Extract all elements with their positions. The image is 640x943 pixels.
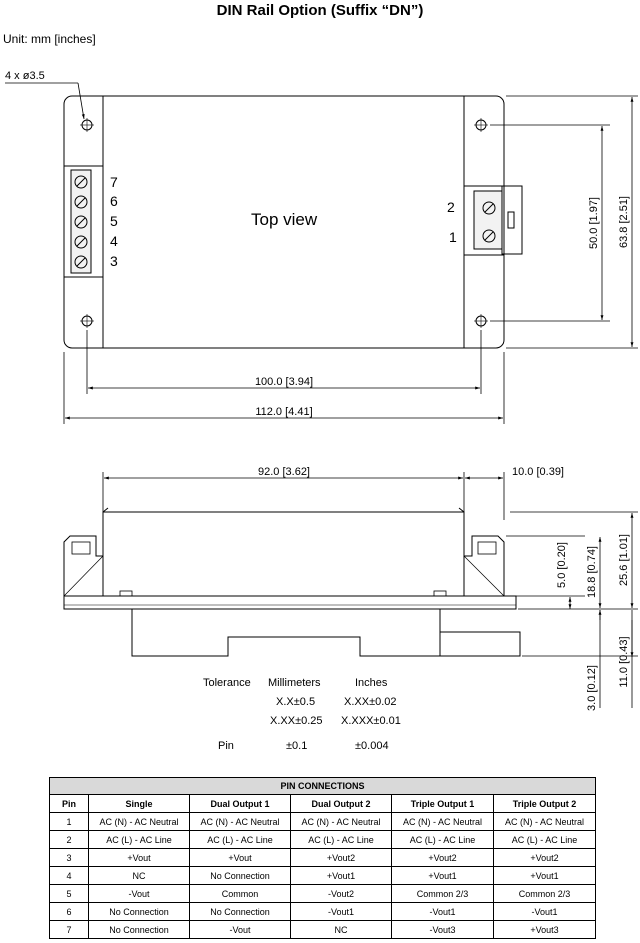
table-cell: No Connection bbox=[89, 903, 190, 921]
table-cell: -Vout1 bbox=[291, 903, 392, 921]
table-cell: NC bbox=[89, 867, 190, 885]
tolerance-in-header: Inches bbox=[355, 677, 388, 689]
terminal-number-4: 4 bbox=[110, 233, 118, 249]
units-note: Unit: mm [inches] bbox=[3, 32, 96, 46]
table-cell: 4 bbox=[50, 867, 89, 885]
table-cell: +Vout1 bbox=[392, 867, 494, 885]
hole-callout: 4 x ø3.5 bbox=[5, 70, 45, 82]
table-cell: AC (L) - AC Line bbox=[494, 831, 596, 849]
terminal-number-6: 6 bbox=[110, 193, 118, 209]
din-rail-profile bbox=[132, 609, 440, 656]
header-dual-output-1: Dual Output 1 bbox=[190, 795, 291, 813]
table-cell: Common 2/3 bbox=[494, 885, 596, 903]
table-row bbox=[50, 813, 596, 831]
table-cell: Common 2/3 bbox=[392, 885, 494, 903]
dim-text-50: 50.0 [1.97] bbox=[588, 197, 600, 249]
dim-text-100: 100.0 [3.94] bbox=[254, 376, 314, 388]
table-cell: 1 bbox=[50, 813, 89, 831]
table-row bbox=[50, 903, 596, 921]
table-cell: -Vout1 bbox=[392, 903, 494, 921]
table-cell: AC (N) - AC Neutral bbox=[494, 813, 596, 831]
table-cell: 6 bbox=[50, 903, 89, 921]
table-cell: +Vout bbox=[190, 849, 291, 867]
table-cell: 7 bbox=[50, 921, 89, 939]
table-cell: +Vout3 bbox=[494, 921, 596, 939]
table-caption: PIN CONNECTIONS bbox=[50, 778, 596, 795]
table-cell: AC (L) - AC Line bbox=[89, 831, 190, 849]
terminal-side-right bbox=[464, 536, 504, 596]
top-view-label: Top view bbox=[251, 210, 318, 229]
dim-text-63: 63.8 [2.51] bbox=[618, 196, 630, 248]
table-cell: Common bbox=[190, 885, 291, 903]
page-title: DIN Rail Option (Suffix “DN”) bbox=[216, 2, 424, 19]
table-cell: NC bbox=[291, 921, 392, 939]
dim-text-10: 10.0 [0.39] bbox=[512, 466, 564, 478]
table-cell: No Connection bbox=[89, 921, 190, 939]
terminal-side-left bbox=[64, 536, 103, 596]
pin-connections-table bbox=[49, 777, 596, 939]
terminal-number-2: 2 bbox=[447, 199, 455, 215]
table-cell: AC (L) - AC Line bbox=[190, 831, 291, 849]
tolerance-mm-header: Millimeters bbox=[268, 677, 321, 689]
tolerance-pin-label: Pin bbox=[218, 740, 234, 752]
dim-text-112: 112.0 [4.41] bbox=[255, 406, 313, 418]
header-triple-output-1: Triple Output 1 bbox=[392, 795, 494, 813]
table-row bbox=[50, 849, 596, 867]
dim-text-3: 3.0 [0.12] bbox=[586, 665, 598, 711]
table-cell: 3 bbox=[50, 849, 89, 867]
dim-text-25: 25.6 [1.01] bbox=[618, 534, 630, 586]
tolerance-pin-in: ±0.004 bbox=[355, 740, 389, 752]
dim-text-18: 18.8 [0.74] bbox=[586, 546, 598, 598]
table-row bbox=[50, 885, 596, 903]
table-cell: -Vout1 bbox=[494, 903, 596, 921]
table-cell: -Vout2 bbox=[291, 885, 392, 903]
terminal-number-7: 7 bbox=[110, 174, 118, 190]
table-cell: AC (N) - AC Neutral bbox=[89, 813, 190, 831]
table-cell: -Vout3 bbox=[392, 921, 494, 939]
table-cell: AC (N) - AC Neutral bbox=[392, 813, 494, 831]
terminal-number-3: 3 bbox=[110, 253, 118, 269]
header-single: Single bbox=[89, 795, 190, 813]
table-cell: 2 bbox=[50, 831, 89, 849]
table-cell: +Vout2 bbox=[494, 849, 596, 867]
table-cell: AC (L) - AC Line bbox=[291, 831, 392, 849]
terminal-block-right bbox=[474, 191, 502, 249]
table-cell: +Vout2 bbox=[392, 849, 494, 867]
tolerance-r2-mm: X.XX±0.25 bbox=[270, 715, 323, 727]
tolerance-r1-in: X.XX±0.02 bbox=[344, 696, 397, 708]
table-row bbox=[50, 921, 596, 939]
table-cell: AC (N) - AC Neutral bbox=[291, 813, 392, 831]
dim-text-5: 5.0 [0.20] bbox=[556, 542, 568, 588]
table-cell: +Vout bbox=[89, 849, 190, 867]
table-cell: No Connection bbox=[190, 867, 291, 885]
terminal-number-5: 5 bbox=[110, 213, 118, 229]
table-cell: AC (L) - AC Line bbox=[392, 831, 494, 849]
tolerance-pin-mm: ±0.1 bbox=[286, 740, 308, 752]
tolerance-r2-in: X.XXX±0.01 bbox=[341, 715, 401, 727]
table-cell: +Vout2 bbox=[291, 849, 392, 867]
header-dual-output-2: Dual Output 2 bbox=[291, 795, 392, 813]
table-cell: AC (N) - AC Neutral bbox=[190, 813, 291, 831]
terminal-number-1: 1 bbox=[449, 229, 457, 245]
table-cell: -Vout bbox=[190, 921, 291, 939]
dim-text-11: 11.0 [0.43] bbox=[618, 636, 630, 688]
tolerance-r1-mm: X.X±0.5 bbox=[276, 696, 316, 708]
table-cell: +Vout1 bbox=[291, 867, 392, 885]
tolerance-label: Tolerance bbox=[203, 677, 251, 689]
header-pin: Pin bbox=[50, 795, 89, 813]
dim-text-92: 92.0 [3.62] bbox=[258, 466, 310, 478]
module-outline-side bbox=[103, 512, 464, 596]
din-clip bbox=[502, 186, 522, 254]
table-cell: No Connection bbox=[190, 903, 291, 921]
table-cell: -Vout bbox=[89, 885, 190, 903]
table-row bbox=[50, 831, 596, 849]
table-cell: 5 bbox=[50, 885, 89, 903]
din-rail-base bbox=[64, 596, 516, 609]
table-row bbox=[50, 867, 596, 885]
header-triple-output-2: Triple Output 2 bbox=[494, 795, 596, 813]
table-cell: +Vout1 bbox=[494, 867, 596, 885]
